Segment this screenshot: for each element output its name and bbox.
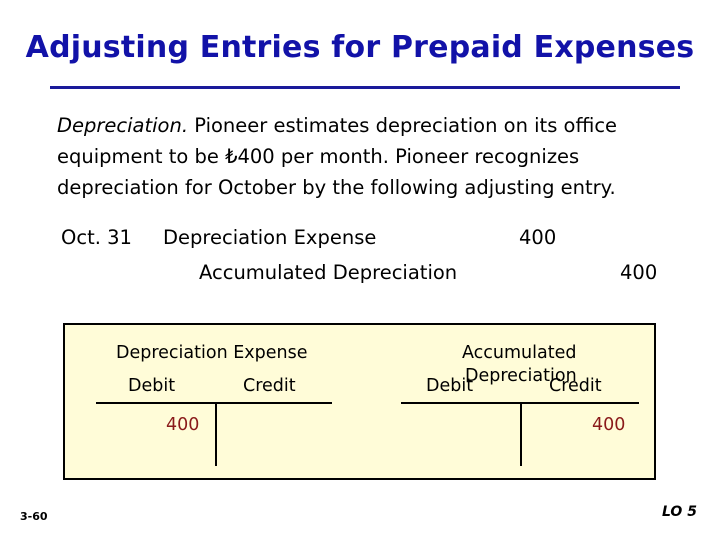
journal-credit-account: Accumulated Depreciation xyxy=(199,261,458,284)
slide-number: 3-60 xyxy=(20,510,48,523)
explanation-paragraph xyxy=(57,110,697,203)
slide-title: Adjusting Entries for Prepaid Expenses xyxy=(25,30,695,65)
t-account-horizontal-line xyxy=(96,402,332,404)
t-account-debit-label: Debit xyxy=(426,376,474,396)
t-account-vertical-line xyxy=(215,402,217,466)
t-account-name: Depreciation Expense xyxy=(116,343,308,363)
t-account-credit-label: Credit xyxy=(243,376,296,396)
t-account-name-line1: Accumulated xyxy=(462,343,577,363)
journal-debit-amount: 400 xyxy=(519,226,557,249)
learning-objective: LO 5 xyxy=(662,504,697,520)
paragraph-body: Pioneer estimates depreciation on its office equipment to be ₺400 per month. Pioneer recognizes depreciation for October by the following adjusting entry. xyxy=(57,114,618,199)
t-account-credit-label: Credit xyxy=(549,376,602,396)
t-account-vertical-line xyxy=(520,402,522,466)
journal-date: Oct. 31 xyxy=(61,226,132,249)
title-divider xyxy=(50,86,680,89)
t-account-debit-amount: 400 xyxy=(166,415,200,435)
t-account-debit-label: Debit xyxy=(128,376,176,396)
paragraph-lead: Depreciation. xyxy=(57,114,189,137)
journal-debit-account: Depreciation Expense xyxy=(163,226,377,249)
t-account-name-line2: Depreciation xyxy=(465,366,577,386)
journal-credit-amount: 400 xyxy=(620,261,658,284)
t-account-credit-amount: 400 xyxy=(592,415,626,435)
